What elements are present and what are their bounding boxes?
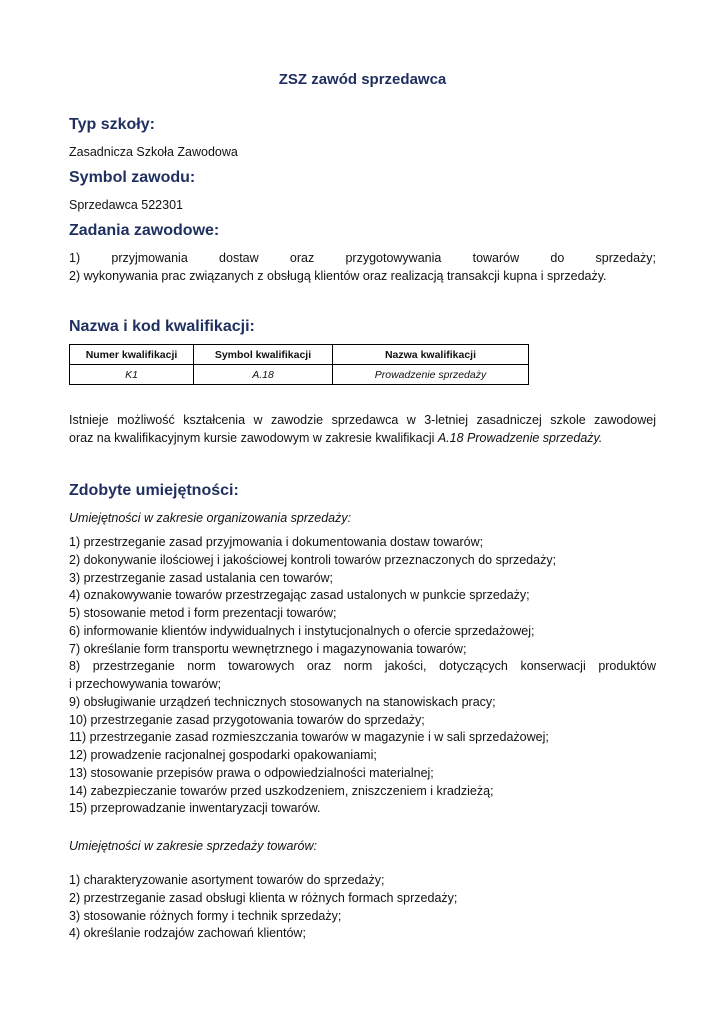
list-item: 15) przeprowadzanie inwentaryzacji towarów.	[69, 801, 321, 816]
school-type-heading: Typ szkoły:	[69, 116, 155, 133]
list-item: 13) stosowanie przepisów prawa o odpowiedzialności materialnej;	[69, 765, 434, 780]
list-item: 5) stosowanie metod i form prezentacji towarów;	[69, 606, 337, 620]
list-item: 7) określanie form transportu wewnętrznego i magazynowania towarów;	[69, 641, 467, 656]
skills-section-1-title: Umiejętności w zakresie organizowania sprzedaży:	[69, 511, 352, 525]
skills-section-2-title: Umiejętności w zakresie sprzedaży towarów:	[69, 839, 318, 853]
list-item: 11) przestrzeganie zasad rozmieszczania towarów w magazynie i w sali sprzedażowej;	[69, 730, 549, 745]
list-item: 9) obsługiwanie urządzeń technicznych stosowanych na stanowiskach pracy;	[69, 694, 496, 709]
page-title: ZSZ zawód sprzedawca	[278, 71, 447, 88]
list-item: 2) przestrzeganie zasad obsługi klienta w różnych formach sprzedaży;	[69, 890, 458, 905]
table-header-row	[70, 345, 529, 365]
table-cell: A.18	[194, 365, 333, 385]
qualification-table	[69, 344, 529, 385]
school-type-value: Zasadnicza Szkoła Zawodowa	[69, 145, 238, 159]
tasks-line-2: 2) wykonywania prac związanych z obsługą klientów oraz realizacją transakcji kupna i sprzedaży.	[69, 269, 607, 283]
list-item: 12) prowadzenie racjonalnej gospodarki opakowaniami;	[69, 748, 377, 762]
list-item: 3) przestrzeganie zasad ustalania cen towarów;	[69, 570, 334, 585]
list-item: 1) przestrzeganie zasad przyjmowania i dokumentowania dostaw towarów;	[69, 535, 484, 549]
table-cell: K1	[70, 365, 194, 385]
info-line-2-text: oraz na kwalifikacyjnym kursie zawodowym w zakresie kwalifikacji	[69, 431, 438, 445]
list-item: 4) oznakowywanie towarów przestrzegając zasad ustalonych w punkcie sprzedaży;	[69, 588, 530, 603]
list-item: 10) przestrzeganie zasad przygotowania towarów do sprzedaży;	[69, 712, 425, 727]
info-line-2	[69, 429, 602, 447]
tasks-line-1: 1) przyjmowania dostaw oraz przygotowywania towarów do sprzedaży;	[69, 251, 656, 265]
list-item: 14) zabezpieczanie towarów przed uszkodzeniem, zniszczeniem i kradzieżą;	[69, 783, 494, 798]
list-item: i przechowywania towarów;	[69, 677, 222, 691]
qualification-heading: Nazwa i kod kwalifikacji:	[69, 318, 255, 335]
skills-section-1-list	[69, 534, 656, 818]
list-item: 3) stosowanie różnych formy i technik sprzedaży;	[69, 908, 342, 923]
info-line-1: Istnieje możliwość kształcenia w zawodzie sprzedawca w 3-letniej zasadniczej szkole zawodowej	[69, 413, 656, 427]
list-item: 6) informowanie klientów indywidualnych i instytucjonalnych o ofercie sprzedażowej;	[69, 623, 535, 638]
skills-heading: Zdobyte umiejętności:	[69, 482, 239, 499]
list-item: 2) dokonywanie ilościowej i jakościowej kontroli towarów przeznaczonych do sprzedaży;	[69, 552, 557, 567]
column-header: Numer kwalifikacji	[70, 345, 194, 365]
tasks-heading: Zadania zawodowe:	[69, 222, 220, 239]
profession-symbol-heading: Symbol zawodu:	[69, 169, 196, 186]
column-header: Nazwa kwalifikacji	[333, 345, 529, 365]
info-line-2-qualification: A.18 Prowadzenie sprzedaży.	[437, 431, 603, 445]
table-cell: Prowadzenie sprzedaży	[333, 365, 529, 385]
list-item: 4) określanie rodzajów zachowań klientów;	[69, 926, 306, 941]
table-row	[70, 365, 529, 385]
skills-section-2-list	[69, 872, 656, 943]
list-item: 8) przestrzeganie norm towarowych oraz norm jakości, dotyczących konserwacji produktów	[69, 659, 656, 674]
profession-symbol-value: Sprzedawca 522301	[69, 198, 183, 212]
column-header: Symbol kwalifikacji	[194, 345, 333, 365]
list-item: 1) charakteryzowanie asortyment towarów do sprzedaży;	[69, 873, 385, 887]
